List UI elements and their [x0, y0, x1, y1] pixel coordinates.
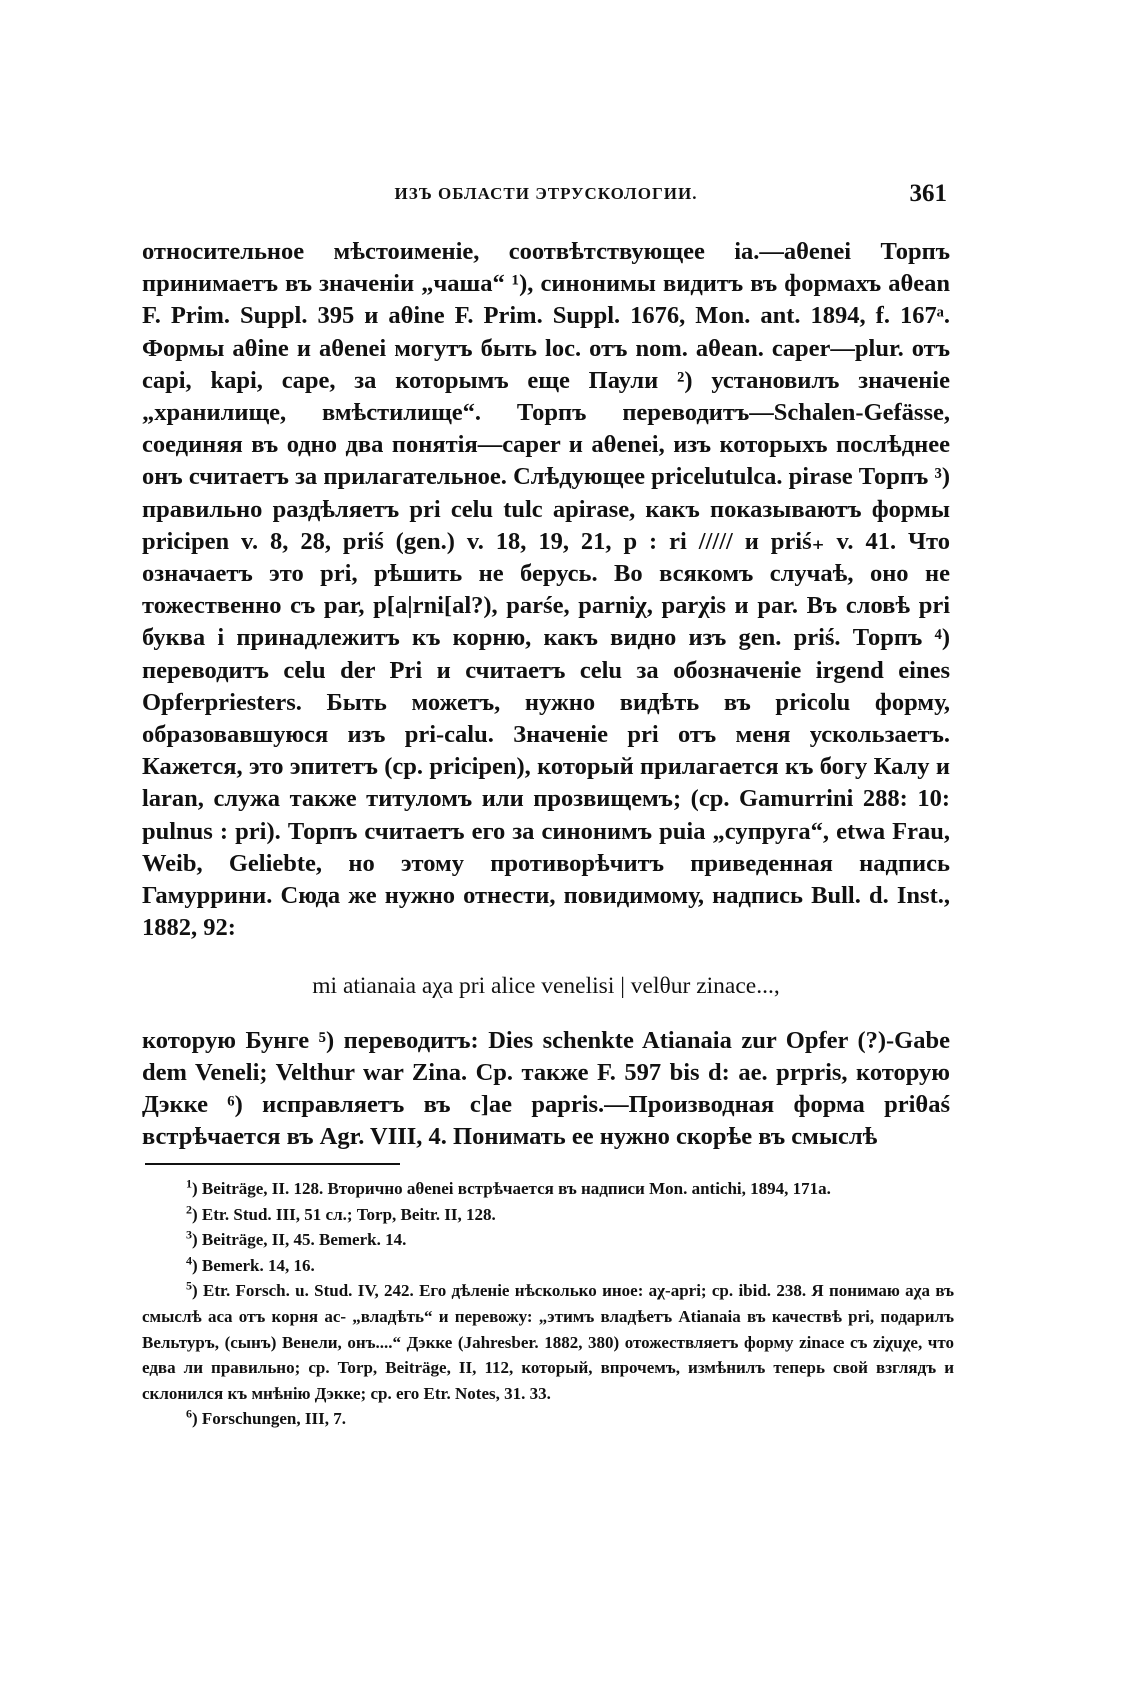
footnote-number: 6 — [186, 1406, 192, 1421]
footnote-divider — [145, 1163, 400, 1165]
running-title: ИЗЪ ОБЛАСТИ ЭТРУСКОЛОГИИ. — [394, 184, 698, 203]
footnote-text: Bemerk. 14, 16. — [201, 1255, 315, 1275]
footnote: $^4$) Bemerk. 14, 16. — [186, 1253, 315, 1275]
footnote: $^3$) Beiträge, II, 45. Bemerk. 14. — [186, 1227, 407, 1250]
footnote-text: Etr. Stud. III, 51 сл.; Torp, Beitr. II, 128. — [201, 1204, 496, 1224]
footnote-number: 4 — [186, 1253, 192, 1268]
footnote-number: 1 — [186, 1176, 192, 1191]
paragraph: относительное мѣстоименіе, соотвѣтствующее ia.—aθenei Торпъ принимаетъ въ значеніи „чаша“ ¹), синонимы видитъ въ формахъ aθean F. Prim. Suppl. 395 и aθine F. Prim. Suppl. 1676, Mon. ant. 1894, f. 167ᵃ. Формы aθine и aθenei могутъ быть loc. отъ nom. aθean. caper—plur. отъ capi, kapi, cape, за которымъ еще Паули ²) установилъ значеніе „хранилище, вмѣстилище“. Торпъ переводитъ—Schalen-Gefässe, соединяя въ одно два понятія—caper и aθenei, изъ которыхъ послѣднее онъ считаетъ за прилагательное. Слѣдующее pricelutulca. pirase Торпъ ³) правильно раздѣляетъ pri celu tulc apirase, какъ показываютъ формы pricipen v. 8, 28, priś (gen.) v. 18, 19, 21, p : ri ///// и priś₊ v. 41. Что означаетъ это pri, рѣшить не берусь. Во всякомъ случаѣ, оно не тожественно съ par, p[a|rni[al?), parśe, parniχ, parχis и par. Въ словѣ pri буква i принадлежитъ къ корню, какъ видно изъ gen. priś. Торпъ ⁴) переводитъ celu der Pri и считаетъ celu за обозначеніе irgend eines Opferpriesters. Быть можетъ, нужно видѣть въ pricolu форму, образовавшуюся изъ pri-calu. Значеніе pri отъ меня ускользаетъ. Кажется, это эпитетъ (ср. pricipen), который прилагается къ богу Калу и laran, служа также титуломъ или прозвищемъ; (ср. Gamurrini 288: 10: pulnus : pri). Торпъ считаетъ его за синонимъ puia „супруга“, etwa Frau, Weib, Geliebte, но этому противорѣчитъ приведенная надпись Гамуррини. Сюда же нужно отнести, повидимому, надпись Bull. d. Inst., 1882, 92: — [142, 238, 950, 942]
footnote-text: Beiträge, II. 128. Вторично aθenei встрѣчается въ надписи Mon. antichi, 1894, 171a. — [201, 1179, 831, 1198]
footnote-text: Etr. Forsch. u. Stud. IV, 242. Его дѣленіе нѣсколько иное: aχ-apri; ср. ibid. 238. Я понимаю aχa въ смыслѣ aca отъ корня ac- „владѣть“ и перевожу: „этимъ владѣетъ Atianaia въ качествѣ pri, подарилъ Вельтуръ, (сынъ) Венели, онъ....“ Дэкке (Jahresber. 1882, 380) отожествляетъ форму zinace съ ziχuχe, что едва ли правильно; ср. Torp, Beiträge, II, 112, который, впрочемъ, измѣнилъ теперь свой взглядъ и склонился къ мнѣнію Дэкке; ср. его Etr. Notes, 31. 33. — [142, 1281, 954, 1403]
footnote: $^5$) Etr. Forsch. u. Stud. IV, 242. Его дѣленіе нѣсколько иное: aχ-apri; ср. ibid. 238. Я понимаю aχa въ смыслѣ aca отъ корня ac- „владѣть“ и перевожу: „этимъ владѣетъ Atianaia въ качествѣ pri, подарилъ Вельтуръ, (сынъ) Венели, онъ....“ Дэкке (Jahresber. 1882, 380) отожествляетъ форму zinace съ ziχuχe, что едва ли правильно; ср. Torp, Beiträge, II, 112, который, впрочемъ, измѣнилъ теперь свой взглядъ и склонился къ мнѣнію Дэкке; ср. его Etr. Notes, 31. 33. — [142, 1278, 954, 1403]
page-number: 361 — [909, 180, 947, 207]
footnote-number: 3 — [186, 1227, 192, 1242]
footnote: $^6$) Forschungen, III, 7. — [186, 1406, 346, 1429]
footnote-number: 2 — [186, 1201, 192, 1216]
page-header — [145, 180, 947, 212]
footnote: $^1$) Beiträge, II. 128. Вторично aθenei встрѣчается въ надписи Mon. antichi, 1894, 171a. — [186, 1176, 831, 1198]
footnote: $^2$) Etr. Stud. III, 51 сл.; Torp, Beitr. II, 128. — [186, 1201, 496, 1224]
paragraph: которую Бунге ⁵) переводитъ: Dies schenkte Atianaia zur Opfer (?)-Gabe dem Veneli; Velthur war Zina. Ср. также F. 597 bis d: ae. prpris, которую Дэкке ⁶) исправляетъ въ c]ae papris.—Производная форма priθaś встрѣчается въ Agr. VIII, 4. Понимать ее нужно скорѣе въ смыслѣ — [142, 1026, 950, 1151]
footnote-text: Beiträge, II, 45. Bemerk. 14. — [201, 1230, 407, 1250]
footnote-number: 5 — [186, 1278, 192, 1293]
footnote-text: Forschungen, III, 7. — [201, 1409, 346, 1429]
footnotes — [142, 1176, 954, 1432]
main-text — [142, 236, 950, 1153]
inscription-quote: mi atianaia aχa pri alice venelisi | velθur zinace..., — [312, 973, 780, 1000]
